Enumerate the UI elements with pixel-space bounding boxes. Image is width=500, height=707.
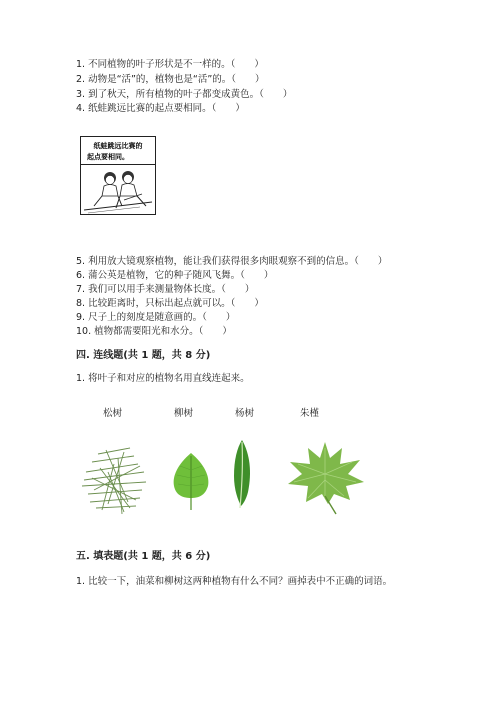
section-4-heading: 四. 连线题(共 1 题，共 8 分) [76,350,211,361]
speech-line-2: 起点要相同。 [87,153,129,161]
plant-label-pine: 松树 [103,408,123,419]
question-2: 2. 动物是“活”的，植物也是“活”的。（ ） [76,74,265,85]
plant-label-willow: 柳树 [174,408,194,419]
plant-label-hibiscus: 朱槿 [300,408,320,419]
question-4: 4. 纸蛙跳远比赛的起点要相同。（ ） [76,103,245,114]
question-1: 1. 不同植物的叶子形状是不一样的。（ ） [76,59,264,70]
poplar-leaf-icon [228,438,256,512]
paper-frog-illustration [80,136,156,216]
plant-label-poplar: 杨树 [235,408,255,419]
section-4-question: 1. 将叶子和对应的植物名用直线连起来。 [76,373,250,384]
children-drawing-icon [80,136,156,216]
question-5: 5. 利用放大镜观察植物，能让我们获得很多肉眼观察不到的信息。（ ） [76,256,388,267]
pine-needles-icon [78,442,150,516]
question-8: 8. 比较距离时，只标出起点就可以。（ ） [76,298,264,309]
section-5-heading: 五. 填表题(共 1 题，共 6 分) [76,551,211,562]
willow-leaf-icon [170,450,212,512]
speech-line-1: 纸蛙跳远比赛的 [93,142,143,150]
question-10: 10. 植物都需要阳光和水分。（ ） [76,326,232,337]
question-3: 3. 到了秋天，所有植物的叶子都变成黄色。（ ） [76,89,293,100]
section-5-question: 1. 比较一下，油菜和柳树这两种植物有什么不同？画掉表中不正确的词语。 [76,576,393,587]
question-7: 7. 我们可以用手来测量物体长度。（ ） [76,284,255,295]
question-6: 6. 蒲公英是植物，它的种子随风飞舞。（ ） [76,270,274,281]
question-9: 9. 尺子上的刻度是随意画的。（ ） [76,312,236,323]
hibiscus-leaf-icon [284,440,366,516]
